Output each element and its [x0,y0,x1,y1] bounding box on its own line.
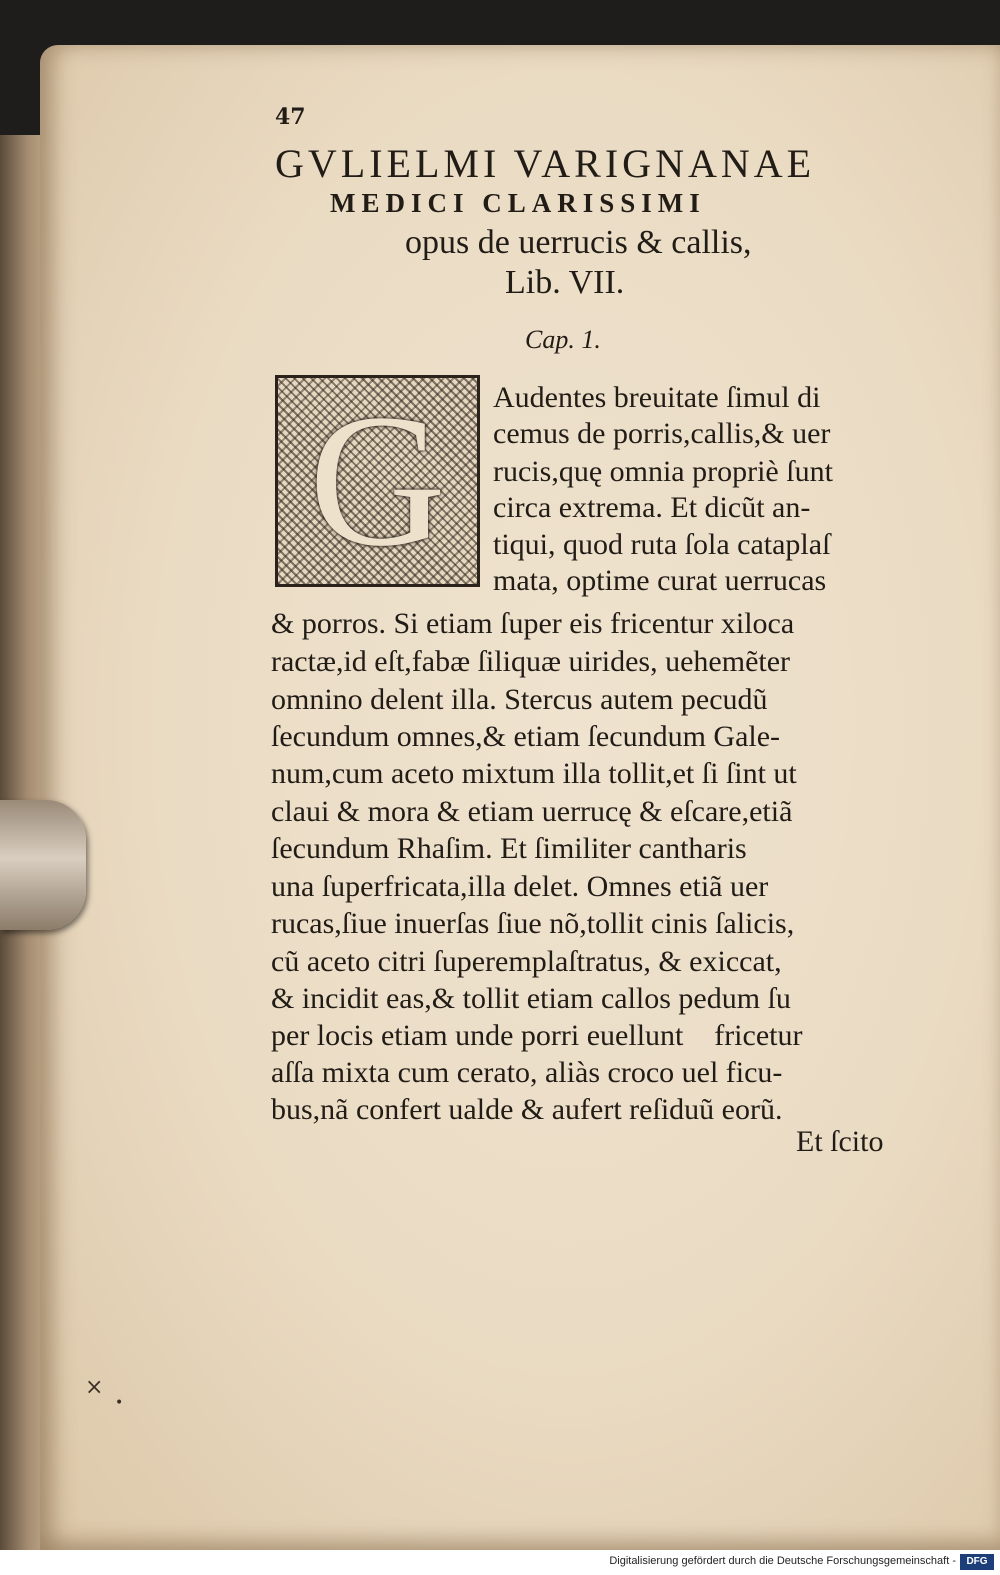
text-line: rucas,ſiue inuerſas ſiue nõ,tollit cinis ſalicis, [271,907,795,940]
text-line: omnino delent illa. Stercus autem pecudũ [271,683,768,716]
text-line: cemus de porris,callis,& uer [493,417,831,450]
decorated-initial [275,375,480,587]
text-line: & porros. Si etiam ſuper eis fricentur xiloca [271,607,795,640]
text-line: num,cum aceto mixtum illa tollit,et ſi ſint ut [271,757,797,790]
text-line: ſecundum omnes,& etiam ſecundum Gale- [271,720,781,753]
decorated-initial-letter: G [308,376,447,586]
text-line: tiqui, quod ruta ſola cataplaſ [493,528,831,561]
text-line: & incidit eas,& tollit etiam callos pedum ſu [271,982,791,1015]
title-line-2: MEDICI CLARISSIMI [330,188,706,218]
title-line-1: GVLIELMI VARIGNANAE [275,141,816,186]
text-line: bus,nã confert ualde & aufert reſiduũ eorũ. [271,1093,783,1126]
text-line: ractæ,id eſt,fabæ ſiliquæ uirides, uehemẽter [271,645,791,678]
text-line: ſecundum Rhaſim. Et ſimiliter cantharis [271,832,747,865]
text-line: una ſuperfricata,illa delet. Omnes etiã uer [271,870,769,903]
title-line-4: Lib. VII. [505,264,625,301]
title-line-3: opus de uerrucis & callis, [405,224,752,261]
text-line: cũ aceto citri ſuperemplaſtratus, & exiccat, [271,945,782,978]
page-number: 47 [275,104,306,130]
text-line: mata, optime curat uerrucas [493,564,827,597]
footer-bar [0,1550,1000,1575]
dfg-logo: DFG [960,1554,994,1570]
footer-credit: Digitalisierung gefördert durch die Deutsche Forschungsgemeinschaft - [609,1555,956,1567]
catchword: Et ſcito [796,1125,884,1158]
text-line: claui & mora & etiam uerrucę & eſcare,etiã [271,795,793,828]
chapter-heading: Cap. 1. [525,325,601,354]
text-line: rucis,quę omnia propriè ſunt [493,455,833,488]
text-line: Audentes breuitate ſimul di [493,381,821,414]
text-line: per locis etiam unde porri euelluntᷓ fricetur [271,1019,803,1052]
ink-mark: × [85,1375,104,1400]
text-line: circa extrema. Et dicũt an- [493,491,811,524]
page-clip [0,800,86,930]
ink-mark: • [115,1395,124,1411]
text-line: aſſa mixta cum cerato, aliàs croco uel ficu- [271,1056,783,1089]
